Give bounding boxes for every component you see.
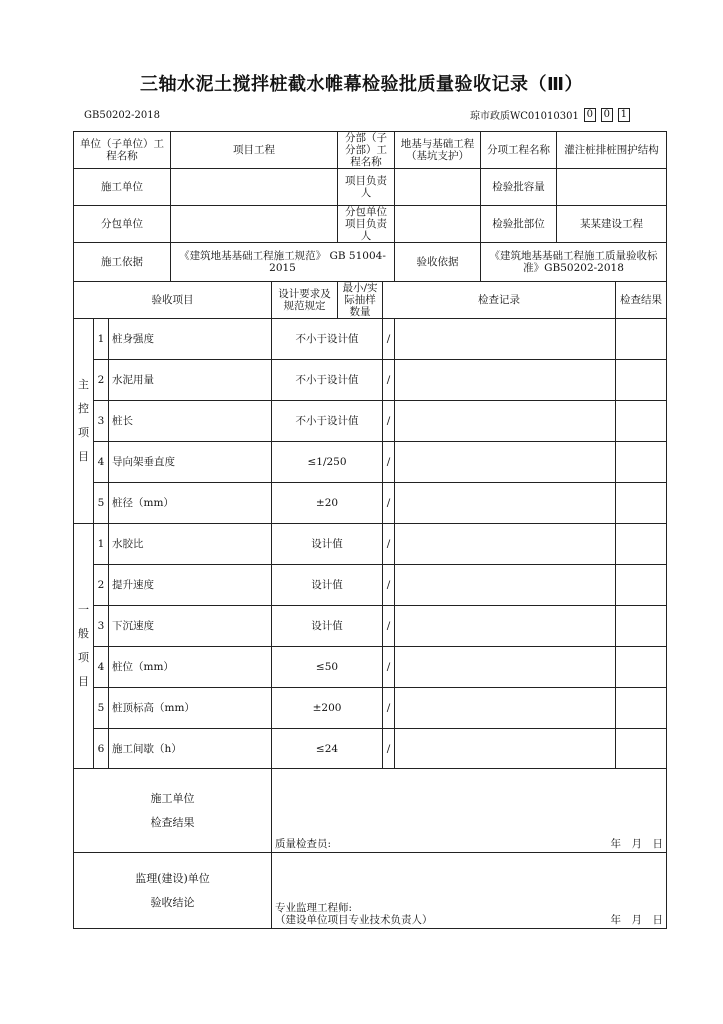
- record-code-cell-2[interactable]: 0: [601, 108, 613, 122]
- item-result[interactable]: [616, 565, 667, 606]
- item-requirement: ≤50: [272, 647, 383, 688]
- item-requirement: 设计值: [272, 606, 383, 647]
- subcontractor-value[interactable]: [171, 206, 338, 243]
- item-record[interactable]: [395, 442, 616, 483]
- capacity-value[interactable]: [557, 169, 667, 206]
- item-no: 4: [94, 647, 109, 688]
- supervision-engineer-label: 专业监理工程师:: [275, 902, 353, 914]
- item-sample[interactable]: /: [383, 729, 395, 769]
- unit-label: 单位（子单位）工程名称: [74, 132, 171, 169]
- item-record[interactable]: [395, 688, 616, 729]
- supervision-check-area[interactable]: [272, 853, 667, 929]
- item-record[interactable]: [395, 606, 616, 647]
- item-result[interactable]: [616, 729, 667, 769]
- item-no: 1: [94, 524, 109, 565]
- item-requirement: ≤24: [272, 729, 383, 769]
- item-record[interactable]: [395, 729, 616, 769]
- item-requirement: 设计值: [272, 565, 383, 606]
- item-result[interactable]: [616, 319, 667, 360]
- constructor-label: 施工单位: [74, 169, 171, 206]
- subcontractor-label: 分包单位: [74, 206, 171, 243]
- construction-check-label-line2: 检查结果: [150, 815, 195, 829]
- item-sample[interactable]: /: [383, 442, 395, 483]
- item-no: 5: [94, 483, 109, 524]
- item-name: 水泥用量: [109, 360, 272, 401]
- item-sample[interactable]: /: [383, 360, 395, 401]
- item-name: 水胶比: [109, 524, 272, 565]
- item-name: 施工间歇（h）: [109, 729, 272, 769]
- quality-inspector-label: 质量检查员:: [275, 838, 332, 850]
- item-result[interactable]: [616, 647, 667, 688]
- record-code-prefix: 琼市政质WC01010301: [470, 111, 579, 122]
- location-value[interactable]: 某某建设工程: [557, 206, 667, 243]
- item-result[interactable]: [616, 606, 667, 647]
- item-sample[interactable]: /: [383, 401, 395, 442]
- item-sample[interactable]: /: [383, 647, 395, 688]
- item-record[interactable]: [395, 319, 616, 360]
- item-sample[interactable]: /: [383, 483, 395, 524]
- item-name: 桩位（mm）: [109, 647, 272, 688]
- item-no: 5: [94, 688, 109, 729]
- construction-check-label: [74, 769, 272, 853]
- item-requirement: 设计值: [272, 524, 383, 565]
- construction-check-area[interactable]: [272, 769, 667, 853]
- construction-owner-tech-label: （建设单位项目专业技术负责人）: [275, 914, 433, 926]
- item-requirement: 不小于设计值: [272, 360, 383, 401]
- col-record-header: 检查记录: [383, 282, 616, 319]
- location-label: 检验批部位: [481, 206, 557, 243]
- item-no: 2: [94, 565, 109, 606]
- item-name: 桩长: [109, 401, 272, 442]
- division-value[interactable]: 地基与基础工程（基坑支护）: [395, 132, 481, 169]
- main-control-label: 主控项目: [74, 319, 94, 524]
- item-no: 1: [94, 319, 109, 360]
- basis-label: 施工依据: [74, 243, 171, 282]
- item-record[interactable]: [395, 360, 616, 401]
- col-item-header: 验收项目: [74, 282, 272, 319]
- item-record[interactable]: [395, 647, 616, 688]
- item-result[interactable]: [616, 524, 667, 565]
- item-record[interactable]: [395, 401, 616, 442]
- sub-pm-label: 分包单位项目负责人: [338, 206, 395, 243]
- item-no: 3: [94, 606, 109, 647]
- general-label: 一般项目: [74, 524, 94, 769]
- item-requirement: ≤1/250: [272, 442, 383, 483]
- item-no: 3: [94, 401, 109, 442]
- record-code-cell-3[interactable]: 1: [618, 108, 630, 122]
- subitem-value[interactable]: 灌注桩排桩围护结构: [557, 132, 667, 169]
- col-design-header: 设计要求及规范规定: [272, 282, 338, 319]
- item-name: 导向架垂直度: [109, 442, 272, 483]
- item-requirement: ±200: [272, 688, 383, 729]
- pm-value[interactable]: [395, 169, 481, 206]
- subitem-label: 分项工程名称: [481, 132, 557, 169]
- capacity-label: 检验批容量: [481, 169, 557, 206]
- item-requirement: 不小于设计值: [272, 401, 383, 442]
- constructor-value[interactable]: [171, 169, 338, 206]
- item-name: 桩顶标高（mm）: [109, 688, 272, 729]
- record-code-cell-1[interactable]: 0: [584, 108, 596, 122]
- pm-label: 项目负责人: [338, 169, 395, 206]
- item-sample[interactable]: /: [383, 688, 395, 729]
- item-name: 桩身强度: [109, 319, 272, 360]
- item-sample[interactable]: /: [383, 565, 395, 606]
- item-requirement: 不小于设计值: [272, 319, 383, 360]
- item-name: 提升速度: [109, 565, 272, 606]
- item-result[interactable]: [616, 483, 667, 524]
- item-sample[interactable]: /: [383, 606, 395, 647]
- inspection-form: [73, 131, 667, 929]
- item-result[interactable]: [616, 442, 667, 483]
- col-sample-header: 最小/实际抽样数量: [338, 282, 383, 319]
- item-name: 桩径（mm）: [109, 483, 272, 524]
- item-no: 4: [94, 442, 109, 483]
- item-result[interactable]: [616, 360, 667, 401]
- construction-check-label-line1: 施工单位: [150, 791, 195, 805]
- item-sample[interactable]: /: [383, 524, 395, 565]
- item-name: 下沉速度: [109, 606, 272, 647]
- acceptance-label: 验收依据: [395, 243, 481, 282]
- item-no: 6: [94, 729, 109, 769]
- sub-pm-value[interactable]: [395, 206, 481, 243]
- item-sample[interactable]: /: [383, 319, 395, 360]
- acceptance-value[interactable]: 《建筑地基基础工程施工质量验收标准》GB50202-2018: [481, 243, 667, 282]
- construction-check-date: 年 月 日: [610, 838, 664, 850]
- basis-value[interactable]: 《建筑地基基础工程施工规范》 GB 51004-2015: [171, 243, 395, 282]
- item-no: 2: [94, 360, 109, 401]
- item-result[interactable]: [616, 688, 667, 729]
- supervision-check-label-line1: 监理(建设)单位: [135, 871, 210, 885]
- division-label: 分部（子分部）工程名称: [338, 132, 395, 169]
- record-code: [470, 107, 630, 122]
- standard-code: GB50202-2018: [84, 110, 160, 121]
- item-record[interactable]: [395, 483, 616, 524]
- item-record[interactable]: [395, 565, 616, 606]
- item-result[interactable]: [616, 401, 667, 442]
- page-title: 三轴水泥土搅拌桩截水帷幕检验批质量验收记录（Ⅲ）: [139, 74, 583, 95]
- item-record[interactable]: [395, 524, 616, 565]
- supervision-check-label: [74, 853, 272, 929]
- col-result-header: 检查结果: [616, 282, 667, 319]
- supervision-check-label-line2: 验收结论: [150, 895, 195, 909]
- unit-value[interactable]: 项目工程: [171, 132, 338, 169]
- supervision-check-date: 年 月 日: [610, 914, 664, 926]
- item-requirement: ±20: [272, 483, 383, 524]
